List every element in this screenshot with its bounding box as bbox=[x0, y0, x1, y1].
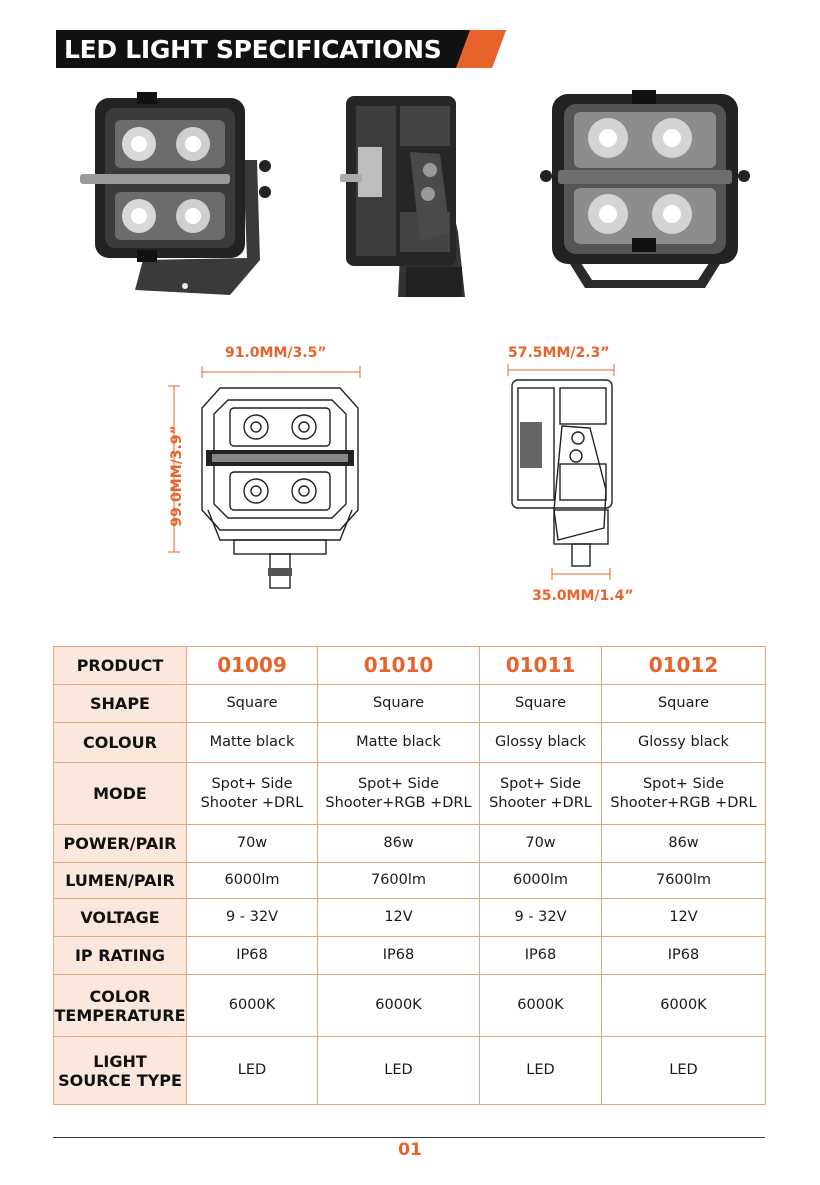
cell-text: LED bbox=[237, 1062, 267, 1078]
table-cell bbox=[480, 1037, 602, 1105]
table-cell bbox=[187, 975, 318, 1037]
product-code: 01010 bbox=[318, 647, 480, 685]
product-code: 01012 bbox=[602, 647, 766, 685]
cell-text: 6000K bbox=[228, 997, 276, 1013]
cell-text: 86w bbox=[383, 835, 414, 851]
cell-text: Square bbox=[372, 695, 425, 711]
product-code: 01009 bbox=[187, 647, 318, 685]
cell-text: Shooter +DRL bbox=[489, 794, 592, 811]
cell-text: Spot+ Side bbox=[211, 775, 293, 792]
table-row bbox=[54, 685, 766, 723]
table-cell bbox=[480, 975, 602, 1037]
cell-text: 86w bbox=[668, 835, 699, 851]
cell-text: Shooter+RGB +DRL bbox=[610, 794, 757, 811]
cell-text: Square bbox=[657, 695, 710, 711]
cell-text: Glossy black bbox=[495, 734, 586, 750]
row-header bbox=[54, 685, 187, 723]
dimension-front-width: 91.0MM/3.5” bbox=[225, 345, 327, 361]
row-header bbox=[54, 763, 187, 825]
row-header bbox=[54, 825, 187, 863]
cell-text: 12V bbox=[669, 909, 698, 925]
table-cell bbox=[602, 863, 766, 899]
table-cell bbox=[187, 763, 318, 825]
table-cell bbox=[602, 723, 766, 763]
table-cell bbox=[602, 825, 766, 863]
table-row bbox=[54, 937, 766, 975]
cell-text: LED bbox=[669, 1062, 698, 1078]
cell-text: 6000lm bbox=[224, 872, 280, 888]
product-photo-side bbox=[340, 92, 470, 302]
cell-text: 9 - 32V bbox=[514, 909, 567, 925]
table-cell bbox=[480, 899, 602, 937]
row-header bbox=[54, 863, 187, 899]
table-cell bbox=[318, 685, 480, 723]
header-slant-accent bbox=[448, 30, 506, 68]
cell-text: Square bbox=[514, 695, 567, 711]
cell-text: Matte black bbox=[209, 734, 295, 750]
cell-text: POWER/PAIR bbox=[63, 834, 177, 853]
dimension-front-height: 99.0MM/3.9” bbox=[169, 425, 185, 527]
table-cell bbox=[318, 1037, 480, 1105]
table-row bbox=[54, 1037, 766, 1105]
row-header bbox=[54, 937, 187, 975]
table-cell bbox=[318, 825, 480, 863]
table-cell bbox=[187, 1037, 318, 1105]
cell-text: SHAPE bbox=[90, 694, 150, 713]
cell-text: LED bbox=[526, 1062, 555, 1078]
table-cell bbox=[602, 899, 766, 937]
table-cell bbox=[602, 685, 766, 723]
cell-text: TEMPERATURE bbox=[54, 1005, 186, 1025]
cell-text: Spot+ Side bbox=[642, 775, 725, 792]
cell-text: Shooter+RGB +DRL bbox=[325, 794, 472, 811]
cell-text: Spot+ Side bbox=[357, 775, 440, 792]
cell-text: 6000K bbox=[660, 997, 707, 1013]
table-cell bbox=[187, 863, 318, 899]
dimension-bracket-width: 35.0MM/1.4” bbox=[532, 588, 634, 604]
table-cell bbox=[480, 685, 602, 723]
cell-text: IP68 bbox=[236, 947, 268, 963]
cell-text: Shooter +DRL bbox=[200, 794, 304, 811]
table-row bbox=[54, 763, 766, 825]
table-cell bbox=[187, 899, 318, 937]
table-row bbox=[54, 863, 766, 899]
table-cell bbox=[318, 723, 480, 763]
table-cell bbox=[480, 937, 602, 975]
dimension-side-depth: 57.5MM/2.3” bbox=[508, 345, 610, 361]
cell-text: 9 - 32V bbox=[225, 909, 279, 925]
cell-text: Glossy black bbox=[638, 734, 729, 750]
table-cell bbox=[480, 863, 602, 899]
table-cell bbox=[187, 685, 318, 723]
dimension-drawing-front bbox=[160, 360, 380, 610]
table-cell bbox=[318, 937, 480, 975]
cell-text: 12V bbox=[384, 909, 413, 925]
table-row bbox=[54, 825, 766, 863]
dimension-drawing-side bbox=[500, 360, 630, 580]
table-cell bbox=[602, 1037, 766, 1105]
cell-text: Square bbox=[226, 695, 278, 711]
cell-text: Matte black bbox=[356, 734, 441, 750]
table-cell bbox=[187, 825, 318, 863]
cell-text: 7600lm bbox=[655, 872, 712, 888]
cell-text: 7600lm bbox=[370, 872, 427, 888]
cell-text: IP RATING bbox=[74, 946, 166, 965]
cell-text: LIGHT bbox=[93, 1051, 147, 1071]
table-row bbox=[54, 899, 766, 937]
table-row-product bbox=[54, 647, 766, 685]
cell-text: LUMEN/PAIR bbox=[65, 871, 175, 890]
cell-text: 6000lm bbox=[512, 872, 569, 888]
table-cell bbox=[480, 723, 602, 763]
cell-text: IP68 bbox=[382, 947, 415, 963]
cell-text: 70w bbox=[236, 835, 268, 851]
table-cell bbox=[480, 825, 602, 863]
table-cell bbox=[187, 723, 318, 763]
table-cell bbox=[480, 763, 602, 825]
specifications-table bbox=[53, 646, 766, 1105]
product-code: 01011 bbox=[480, 647, 602, 685]
table-cell bbox=[602, 763, 766, 825]
row-header bbox=[54, 723, 187, 763]
table-cell bbox=[318, 863, 480, 899]
table-cell bbox=[187, 937, 318, 975]
cell-text: LED bbox=[384, 1062, 413, 1078]
table-row bbox=[54, 975, 766, 1037]
row-header-product: PRODUCT bbox=[54, 647, 187, 685]
cell-text: IP68 bbox=[524, 947, 557, 963]
table-row bbox=[54, 723, 766, 763]
row-header bbox=[54, 975, 187, 1037]
cell-text: VOLTAGE bbox=[80, 908, 160, 927]
cell-text: 6000K bbox=[375, 997, 422, 1013]
cell-text: IP68 bbox=[667, 947, 700, 963]
page-title: LED LIGHT SPECIFICATIONS bbox=[64, 35, 442, 64]
table-cell bbox=[318, 763, 480, 825]
page-number: 01 bbox=[398, 1140, 422, 1160]
cell-text: COLOR bbox=[89, 986, 151, 1006]
table-cell bbox=[318, 899, 480, 937]
row-header bbox=[54, 1037, 187, 1105]
product-photo-front bbox=[540, 88, 750, 298]
cell-text: 6000K bbox=[517, 997, 564, 1013]
product-photo-front-angled bbox=[75, 90, 275, 305]
table-cell bbox=[602, 937, 766, 975]
footer-divider bbox=[53, 1137, 765, 1138]
cell-text: MODE bbox=[93, 784, 147, 803]
table-cell bbox=[602, 975, 766, 1037]
cell-text: SOURCE TYPE bbox=[58, 1070, 182, 1090]
cell-text: 70w bbox=[525, 835, 556, 851]
row-header bbox=[54, 899, 187, 937]
cell-text: COLOUR bbox=[83, 733, 157, 752]
table-cell bbox=[318, 975, 480, 1037]
cell-text: Spot+ Side bbox=[499, 775, 582, 792]
